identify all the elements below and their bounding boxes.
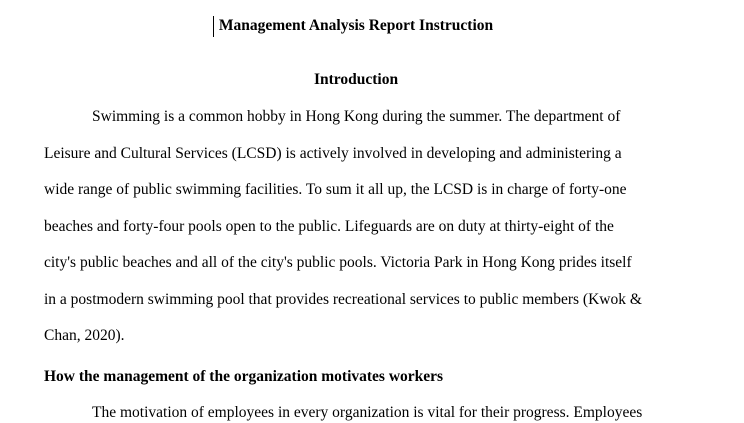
- introduction-heading: Introduction: [313, 71, 399, 88]
- section-heading: How the management of the organization motivates workers: [44, 368, 444, 385]
- document-title: Management Analysis Report Instruction: [218, 17, 494, 34]
- paragraph-line: The motivation of employees in every organization is vital for their progress. Employees: [92, 404, 643, 421]
- paragraph-line: wide range of public swimming facilities. To sum it all up, the LCSD is in charge of forty-one: [44, 181, 627, 198]
- paragraph-line: city's public beaches and all of the city's public pools. Victoria Park in Hong Kong prides itself: [44, 254, 632, 271]
- paragraph-line: in a postmodern swimming pool that provides recreational services to public members (Kwok &: [44, 291, 642, 308]
- paragraph-line: Leisure and Cultural Services (LCSD) is actively involved in developing and administering a: [44, 145, 622, 162]
- paragraph-line: Swimming is a common hobby in Hong Kong during the summer. The department of: [92, 108, 621, 125]
- paragraph-line: beaches and forty-four pools open to the public. Lifeguards are on duty at thirty-eight of the: [44, 218, 614, 235]
- paragraph-line: Chan, 2020).: [44, 327, 125, 344]
